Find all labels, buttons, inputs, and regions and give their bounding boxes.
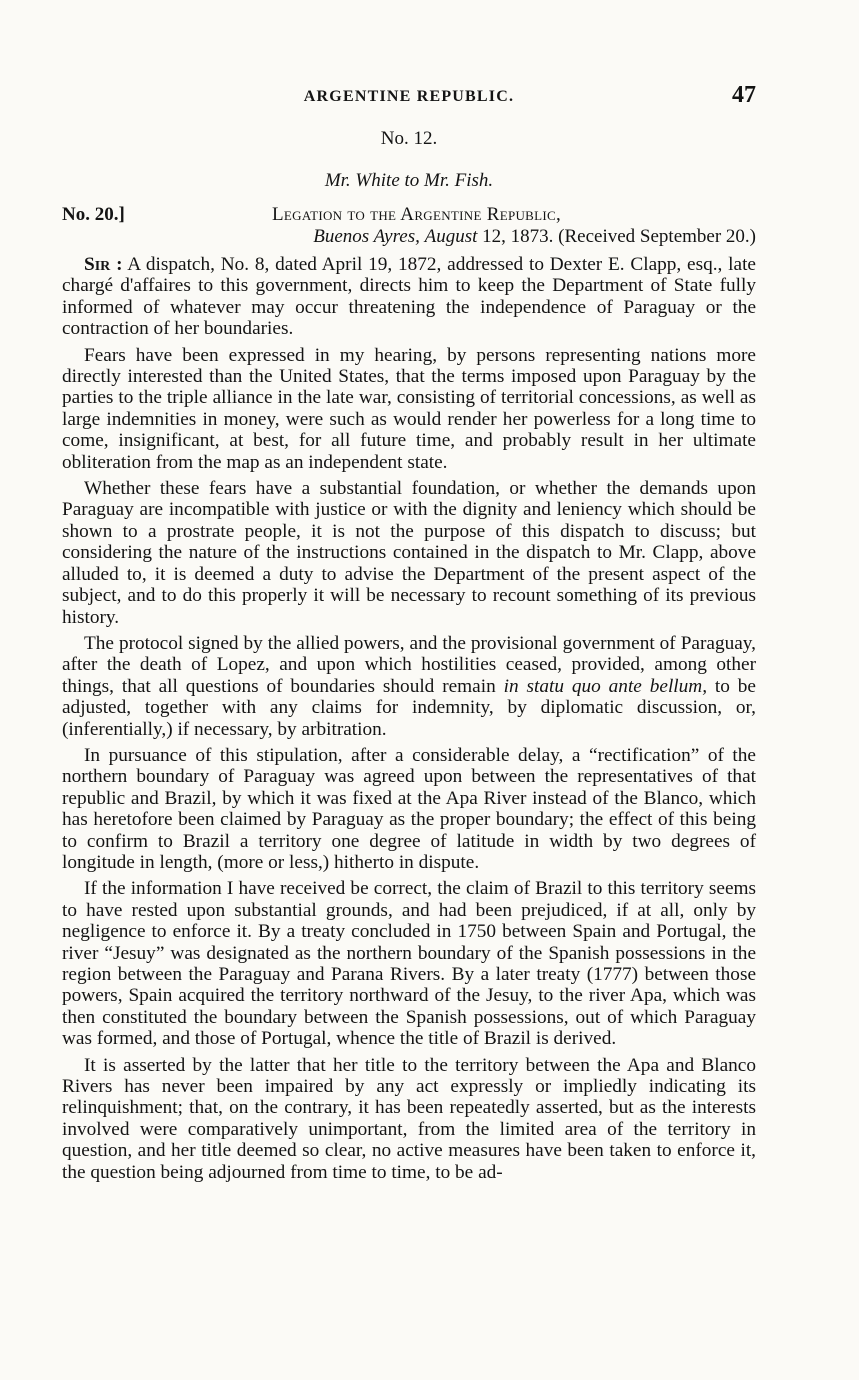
salutation: Sir :	[84, 254, 123, 275]
place: Buenos Ayres,	[313, 226, 420, 247]
document-page	[62, 82, 756, 1188]
paragraph-1-text: A dispatch, No. 8, dated April 19, 1872, addressed to Dexter E. Clapp, esq., late chargé d'affaires to this government, directs him to keep the Department of State fully informed of whatever may occur threatening the independence of Paraguay or the contraction of her boundaries.	[62, 254, 756, 340]
date-month: August	[424, 226, 478, 247]
dispatch-heading	[62, 204, 756, 250]
paragraph-4-part-a: The protocol signed by the allied powers, and the provisional government of Paraguay, after the death of Lopez, and upon which hostilities ceased, provided, among other things, that all questions of boundaries should remain	[62, 632, 756, 697]
paragraph-1	[62, 254, 756, 340]
document-title: Mr. White to Mr. Fish.	[324, 170, 494, 191]
paragraph-4	[62, 633, 756, 740]
page-number: 47	[732, 82, 756, 108]
paragraph-3: Whether these fears have a substantial foundation, or whether the demands upon Paraguay are incompatible with justice or with the dignity and leniency which should be shown to a prostrate people, it is not the purpose of this dispatch to discuss; but considering the nature of the instructions contained in the dispatch to Mr. Clapp, above alluded to, it is deemed a duty to advise the Department of the present aspect of the subject, and to do this properly it will be necessary to recount something of its previous history.	[62, 478, 756, 628]
page-header	[62, 82, 756, 112]
document-number: No. 12.	[380, 128, 438, 149]
paragraph-4-part-b: to be adjusted, together with any claims for indemnity, by diplomatic discussion, or, (inferentially,) if necessary, by arbitration.	[62, 675, 756, 740]
date-line	[313, 226, 756, 248]
latin-phrase: in statu quo ante bellum,	[503, 675, 708, 697]
letter-body	[62, 254, 756, 1183]
paragraph-6: If the information I have received be correct, the claim of Brazil to this territory seems to have rested upon substantial grounds, and had been prejudiced, if at all, only by negligence to enforce it. By a treaty concluded in 1750 between Spain and Portugal, the river “Jesuy” was designated as the northern boundary of the Spanish possessions in the region between the Paraguay and Parana Rivers. By a later treaty (1777) between those powers, Spain acquired the territory northward of the Jesuy, to the river Apa, which was then constituted the boundary between the Spanish possessions, out of which Paraguay was formed, and those of Portugal, whence the title of Brazil is derived.	[62, 878, 756, 1050]
paragraph-5: In pursuance of this stipulation, after a considerable delay, a “rectification” of the northern boundary of Paraguay was agreed upon between the representatives of that republic and Brazil, by which it was fixed at the Apa River instead of the Blanco, which has heretofore been claimed by Paraguay as the proper boundary; the effect of this being to confirm to Brazil a territory one degree of latitude in width by two degrees of longitude in length, (more or less,) hitherto in dispute.	[62, 744, 756, 873]
dispatch-number: No. 20.]	[62, 204, 125, 225]
date-day-year: 12, 1873.	[477, 226, 554, 247]
received-date: (Received September 20.)	[558, 226, 756, 247]
legation-line: Legation to the Argentine Republic,	[272, 204, 562, 225]
running-head: ARGENTINE REPUBLIC.	[303, 88, 515, 105]
paragraph-7: It is asserted by the latter that her title to the territory between the Apa and Blanco Rivers has never been impaired by any act expressly or impliedly indicating its relinquishment; that, on the contrary, it has been repeatedly asserted, but as the interests involved were comparatively unimportant, from the limited area of the territory in question, and her title deemed so clear, no active measures have been taken to enforce it, the question being adjourned from time to time, to be ad-	[62, 1054, 756, 1183]
paragraph-2: Fears have been expressed in my hearing, by persons representing nations more directly interested than the United States, that the terms imposed upon Paraguay by the parties to the triple alliance in the late war, consisting of territorial concessions, as well as large indemnities in money, were such as would render her powerless for a long time to come, insignificant, at best, for all future time, and probably result in her ultimate obliteration from the map as an independent state.	[62, 344, 756, 473]
